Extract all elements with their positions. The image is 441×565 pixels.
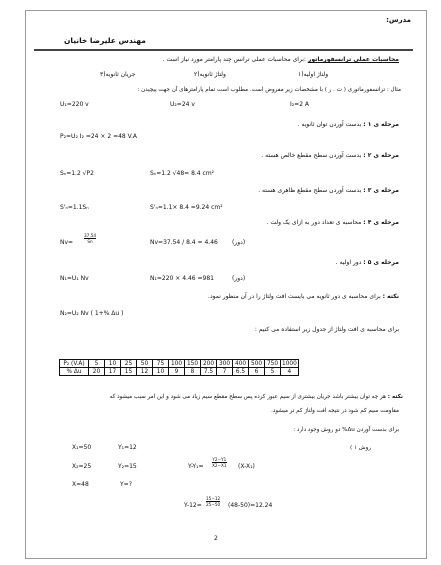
stage-5-title: مرحله ی ۵ :	[363, 259, 399, 266]
stage-5-text: دور اولیه .	[335, 259, 364, 266]
table-cell: % Δu	[60, 368, 89, 376]
table-cell: 12	[137, 368, 153, 376]
note-1-text: برای محاسبه ی دور ثانویه می بایست افت ولتاژ را در آن منظور نمود.	[208, 293, 383, 300]
stage-4-frac-num: 37.54	[84, 233, 96, 238]
interp-y1: Y₁=12	[118, 444, 137, 451]
teacher-label: مدرس:	[386, 16, 411, 24]
stage-3-formula-left: S'ₙ=1.1Sₙ	[60, 204, 89, 211]
method-label: روش ۱ )	[350, 445, 371, 451]
note-2-line-1: هر چه توان بیشتر باشد جریان بیشتری از سیم عبور کرده پس سطح مقطع سیم زیاد می شود و این امر سبب میشود که	[109, 394, 388, 400]
interp-eq-fraction	[212, 457, 227, 468]
table-row-power	[60, 360, 299, 368]
intro-item-3: ۳)جریان ثانویه	[100, 71, 136, 78]
stage-1-heading	[298, 121, 399, 128]
interp-eq2-num: 15−12	[206, 496, 221, 501]
author-name: مهندس علیرضا خانیان	[64, 36, 146, 45]
table-cell: P₂ (V.A)	[60, 360, 89, 368]
intro-item-1: ۱)ولتاژ اولیه	[298, 71, 329, 78]
interp-x1: X₁=50	[72, 444, 92, 451]
intro-line	[163, 56, 399, 63]
interp-x2: X₂=25	[72, 463, 92, 470]
given-u2: U₂=24 v	[170, 101, 195, 108]
interp-y: Y=?	[120, 481, 132, 488]
table-cell: 6.5	[233, 368, 249, 376]
table-cell: 300	[217, 360, 233, 368]
stage-1-formula: P₂=U₂ I₂ =24 × 2 =48 V.A	[60, 133, 137, 140]
table-intro: برای محاسبه ی افت ولتاژ از جدول زیر استفاده می کنیم :	[254, 326, 399, 333]
interp-y2: Y₂=15	[118, 463, 137, 470]
stage-4-heading	[267, 219, 399, 226]
stage-5-unit: (دور)	[232, 275, 246, 282]
table-cell: 100	[169, 360, 185, 368]
stage-4-frac-den: Sn	[87, 239, 93, 244]
intro-text: :برای محاسبات عملی ترانس چند پارامتر مورد نیاز است .	[162, 56, 308, 63]
table-cell: 9	[169, 368, 185, 376]
interp-eq2-left: Y-12=	[184, 502, 202, 509]
table-cell: 400	[233, 360, 249, 368]
stage-3-heading	[258, 187, 399, 194]
table-cell: 150	[185, 360, 201, 368]
interp-eq2-right: (48-50)=12.24	[228, 502, 273, 509]
note-1-formula: N₂=U₂ Nv ( 1+% Δu )	[60, 310, 124, 317]
stage-3-formula-right: S'ₙ=1.1× 8.4 =9.24 cm²	[150, 204, 223, 211]
stage-2-title: مرحله ی ۲ :	[363, 152, 399, 159]
note-2-line-3: برای بدست آوردن Δu% دو روش وجود دارد :	[293, 427, 399, 433]
stage-2-formula-right: Sₙ=1.2 √48= 8.4 cm²	[150, 170, 215, 177]
stage-3-text: بدست آوردن سطح مقطع ظاهری هسته .	[258, 187, 364, 194]
stage-1-text: بدست آوردن توان ثانویه .	[297, 121, 364, 128]
table-cell: 20	[89, 368, 105, 376]
table-cell: 7	[217, 368, 233, 376]
table-cell: 1000	[282, 360, 297, 367]
note-1-title: نکته :	[382, 293, 399, 300]
table-cell: 17	[105, 368, 121, 376]
given-u1: U₁=220 v	[60, 101, 89, 108]
intro-item-2: ۲)ولتاژ ثانویه	[194, 71, 226, 78]
stage-2-heading	[261, 152, 399, 159]
table-row-drop	[60, 368, 299, 376]
interp-eq2-den: 25−50	[206, 502, 221, 507]
note-2-line-2: مقاومت سیم کم شود در نتیجه افت ولتاژ کم تر میشود.	[271, 408, 399, 414]
note-2	[110, 394, 403, 400]
table-cell: 75	[153, 360, 169, 368]
interp-eq-left: Y-Y₁=	[188, 463, 204, 470]
table-cell: 6	[249, 368, 265, 376]
stage-4-unit: (دور)	[232, 239, 246, 246]
stage-4-formula-left: Nv=	[60, 239, 74, 246]
given-i2: I₂=2 A	[290, 101, 310, 108]
table-cell: 500	[249, 360, 265, 368]
interp-eq2-fraction	[206, 496, 220, 507]
table-cell: 200	[201, 360, 217, 368]
stage-2-formula-left: Sₙ=1.2 √P2	[60, 170, 94, 177]
note-1	[208, 293, 399, 300]
intro-title: محاسبات عملی ترانسفورماتور	[307, 56, 399, 63]
stage-5-formula-left: N₁=U₁ Nv	[60, 275, 89, 282]
header-divider	[34, 49, 413, 51]
stage-1-title: مرحله ی ۱ :	[363, 121, 399, 128]
table-cell: 750	[265, 360, 281, 368]
interp-eq-num: Y2−Y1	[212, 457, 227, 462]
note-2-title: نکته :	[387, 394, 403, 400]
stage-4-text: محاسبه ی تعداد دور به ازای یک ولت .	[266, 219, 364, 226]
interp-eq-den: X2−X1	[212, 463, 227, 468]
page-number: 2	[214, 535, 218, 542]
stage-4-formula-right: Nv=37.54 / 8.4 = 4.46	[150, 239, 218, 246]
table-cell: 7.5	[201, 368, 217, 376]
example-text: مثال : ترانسفورماتوری ( ت . ر ) با مشخصات زیر مفروض است. مطلوب است تمام پارامترهای آن جهت پیچیدن :	[137, 87, 401, 93]
table-cell: 15	[121, 368, 137, 376]
table-cell: 25	[121, 360, 137, 368]
interp-eq-right: (X-X₁)	[238, 463, 255, 470]
stage-5-heading	[336, 259, 399, 266]
table-cell: 4	[281, 368, 299, 376]
table-cell: 10	[105, 360, 121, 368]
page-header	[34, 12, 419, 48]
stage-4-fraction	[84, 233, 96, 244]
table-cell: 50	[137, 360, 153, 368]
stage-2-text: بدست آوردن سطح مقطع خالص هسته .	[261, 152, 364, 159]
stage-4-title: مرحله ی ۴ :	[363, 219, 399, 226]
table-cell: 10	[153, 368, 169, 376]
stage-3-title: مرحله ی ۳ :	[363, 187, 399, 194]
voltage-drop-table	[59, 359, 299, 376]
table-cell: 8	[185, 368, 201, 376]
interp-x: X=48	[72, 481, 89, 488]
stage-5-formula-right: N₁=220 × 4.46 =981	[150, 275, 214, 282]
table-cell: 5	[89, 360, 105, 368]
table-cell: 5	[265, 368, 281, 376]
